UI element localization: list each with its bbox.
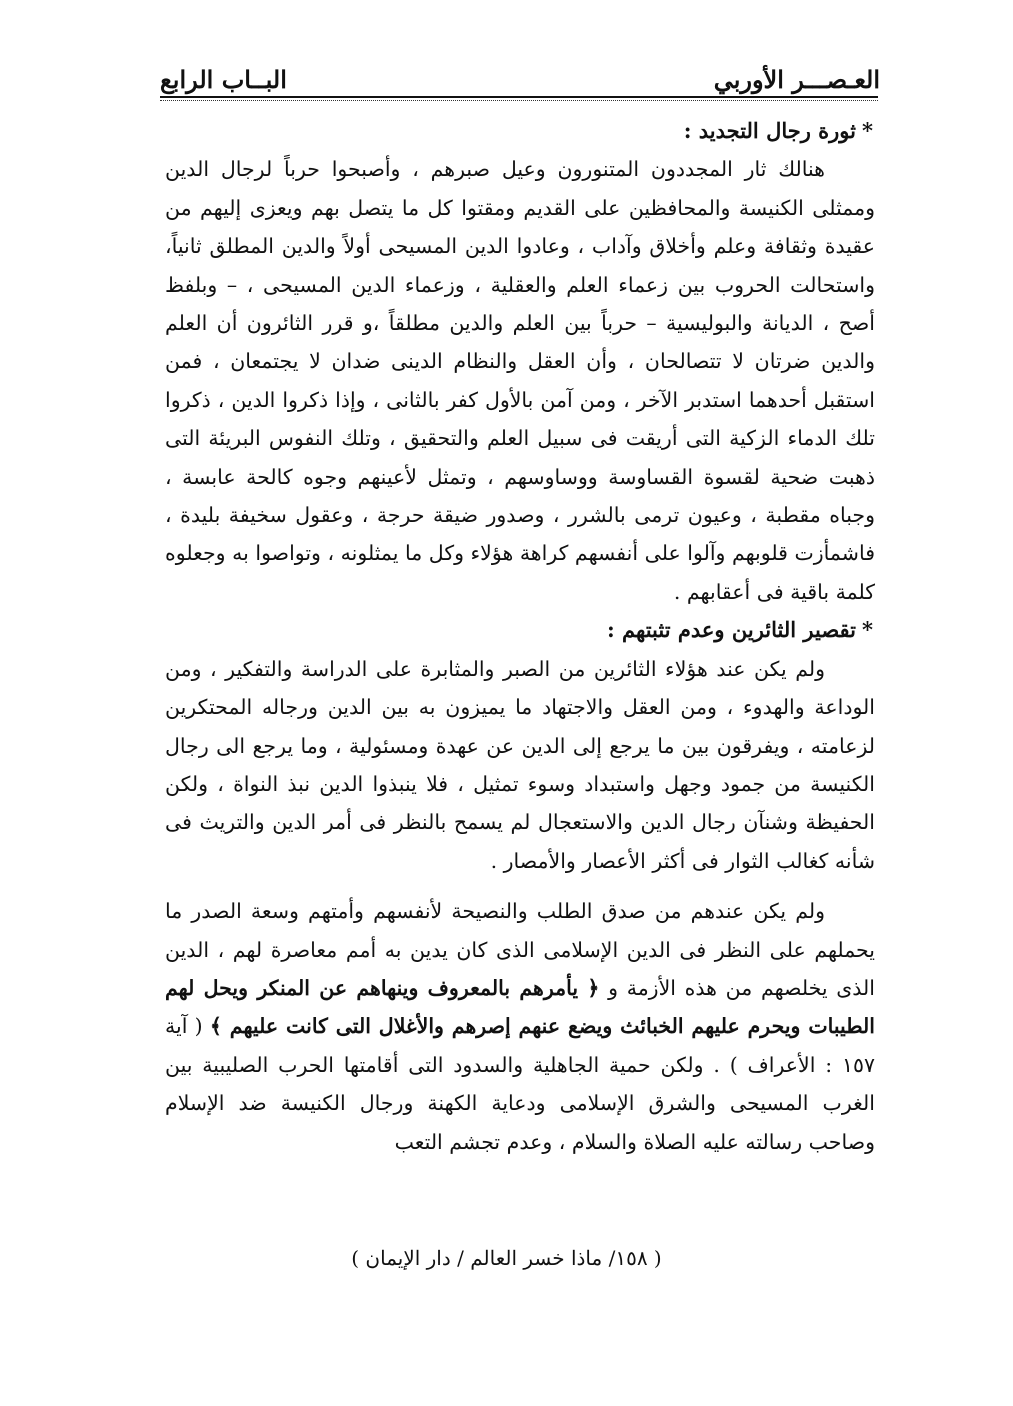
bullet-icon: * <box>862 118 873 143</box>
paragraph-with-verse: ولم يكن عندهم من صدق الطلب والنصيحة لأنفسهم وأمتهم وسعة الصدر ما يحملهم على النظر فى الدين الإسلامى الذى كان يدين به أمم معاصرة لهم ، الدين الذى يخلصهم من هذه الأزمة و ﴿ يأمرهم بالمعروف وينهاهم عن المنكر ويحل لهم الطيبات ويحرم عليهم الخبائث ويضع عنهم إصرهم والأغلال التى كانت عليهم ﴾ ( آية ١٥٧ : الأعراف ) . ولكن حمية الجاهلية والسدود التى أقامتها الحرب الصليبية بين الغرب المسيحى والشرق الإسلامى ودعاية الكهنة ورجال الكنيسة ضد الإسلام وصاحب رسالته عليه الصلاة والسلام ، وعدم تجشم التعب <box>165 899 875 1154</box>
page-footer: ( ١٥٨/ ماذا خسر العالم / دار الإيمان ) <box>351 1246 662 1270</box>
section-heading-renewal-revolution: *ثورة رجال التجديد : <box>683 118 873 143</box>
header-dotted-rule <box>160 100 878 101</box>
page-body <box>165 112 875 1161</box>
header-rule <box>160 96 878 98</box>
paragraph: ولم يكن عند هؤلاء الثائرين من الصبر والمثابرة على الدراسة والتفكير ، ومن الوداعة والهدوء ، ومن العقل والاجتهاد ما يميزون به بين الدين ورجاله المحتكرين لزعامته ، ويفرقون بين ما يرجع إلى الدين عن عهدة ومسئولية ، وما يرجع الى رجال الكنيسة من جمود وجهل واستبداد وسوء تمثيل ، فلا ينبذوا الدين نبذ النواة ، ولكن الحفيظة وشنآن رجال الدين والاستعجال لم يسمح بالنظر فى أمر الدين والتريث فى شأنه كغالب الثوار فى أكثر الأعصار والأمصار . <box>165 656 875 873</box>
header-left-title: البــاب الرابع <box>160 65 287 94</box>
section-heading-revolutionaries-shortcoming: *تقصير الثائرين وعدم تثبتهم : <box>606 617 873 643</box>
paragraph: هنالك ثار المجددون المتنورون وعيل صبرهم ، وأصبحوا حرباً لرجال الدين وممثلى الكنيسة والمحافظين على القديم ومقتوا كل ما يتصل بهم ويعزى إليهم من عقيدة وثقافة وعلم وأخلاق وآداب ، وعادوا الدين المسيحى أولاً والدين المطلق ثانياً، واستحالت الحروب بين زعماء العلم والعقلية ، وزعماء الدين المسيحى ، – وبلفظ أصح ، الديانة والبوليسية – حرباً بين العلم والدين مطلقاً ،و قرر الثائرون أن العلم والدين ضرتان لا تتصالحان ، وأن العقل والنظام الدينى ضدان لا يجتمعان ، فمن استقبل أحدهما استدبر الآخر ، ومن آمن بالأول كفر بالثانى ، وإذا ذكروا الدين ، ذكروا تلك الدماء الزكية التى أريقت فى سبيل العلم والتحقيق ، وتلك النفوس البريئة التى ذهبت ضحية لقسوة القساوسة ووساوسهم ، وتمثل لأعينهم وجوه كالحة عابسة ، وجباه مقطبة ، وعيون ترمى بالشرر ، وصدور ضيقة حرجة ، وعقول سخيفة بليدة ، فاشمأزت قلوبهم وآلوا على أنفسهم كراهة هؤلاء وكل ما يمثلونه ، وتواصوا به وجعلوه كلمة باقية فى أعقابهم . <box>165 157 875 604</box>
running-header <box>160 52 880 94</box>
quran-verse: ﴿ يأمرهم بالمعروف وينهاهم عن المنكر ويحل لهم الطيبات ويحرم عليهم الخبائث ويضع عنهم إصرهم والأغلال التى كانت عليهم ﴾ <box>165 975 875 1039</box>
bullet-icon: * <box>862 617 873 643</box>
header-right-title: العـصـــر الأوربي <box>713 65 880 94</box>
